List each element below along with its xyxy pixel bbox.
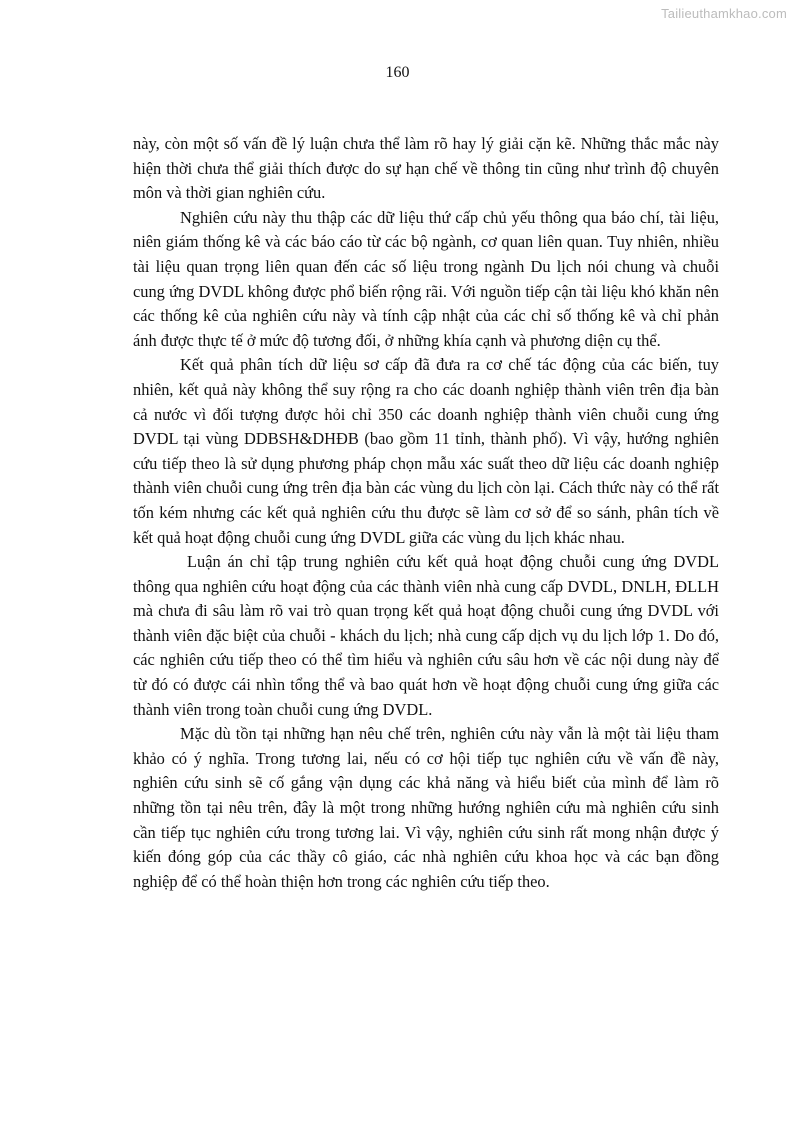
paragraph-secondary-data: Nghiên cứu này thu thập các dữ liệu thứ cấp chủ yếu thông qua báo chí, tài liệu, niên giám thống kê và các báo cáo từ các bộ ngành, cơ quan liên quan. Tuy nhiên, nhiều tài liệu quan trọng liên quan đến các số liệu trong ngành Du lịch nói chung và chuỗi cung ứng DVDL không được phổ biến rộng rãi. Với nguồn tiếp cận tài liệu khó khăn nên các thống kê của nghiên cứu này và tính cập nhật của các chỉ số thống kê và chỉ phản ánh được thực tế ở mức độ tương đối, ở những khía cạnh và phương diện cụ thể. xyxy=(133,207,719,350)
page-number: 160 xyxy=(385,64,410,81)
paragraph-primary-data: Kết quả phân tích dữ liệu sơ cấp đã đưa ra cơ chế tác động của các biến, tuy nhiên, kết quả này không thể suy rộng ra cho các doanh nghiệp thành viên trên địa bàn cả nước vì đối tượng được hỏi chỉ 350 các doanh nghiệp thành viên chuỗi cung ứng DVDL tại vùng DDBSH&DHĐB (bao gồm 11 tỉnh, thành phố). Vì vậy, hướng nghiên cứu tiếp theo là sử dụng phương pháp chọn mẫu xác suất theo dữ liệu các doanh nghiệp thành viên chuỗi cung ứng trên địa bàn các vùng du lịch còn lại. Cách thức này có thể rất tốn kém nhưng các kết quả nghiên cứu thu được sẽ làm cơ sở để so sánh, phân tích về kết quả hoạt động chuỗi cung ứng DVDL giữa các vùng du lịch khác nhau. xyxy=(133,355,719,547)
paragraph-conclusion: Mặc dù tồn tại những hạn nêu chế trên, nghiên cứu này vẫn là một tài liệu tham khảo có ý nghĩa. Trong tương lai, nếu có cơ hội tiếp tục nghiên cứu về vấn đề này, nghiên cứu sinh sẽ cố gắng vận dụng các khả năng và hiểu biết của mình để làm rõ những tồn tại nêu trên, đây là một trong những hướng nghiên cứu mà nghiên cứu sinh cần tiếp tục nghiên cứu trong tương lai. Vì vậy, nghiên cứu sinh rất mong nhận được ý kiến đóng góp của các thầy cô giáo, các nhà nghiên cứu khoa học và các bạn đồng nghiệp để có thể hoàn thiện hơn trong các nghiên cứu tiếp theo. xyxy=(133,724,719,891)
watermark-text: Tailieuthamkhao.com xyxy=(661,6,787,21)
paragraph-continuation: này, còn một số vấn đề lý luận chưa thể làm rõ hay lý giải cặn kẽ. Những thắc mắc này hiện thời chưa thể giải thích được do sự hạn chế về thông tin cũng như trình độ chuyên môn và thời gian nghiên cứu. xyxy=(133,134,719,203)
paragraph-thesis-scope: Luận án chỉ tập trung nghiên cứu kết quả hoạt động chuỗi cung ứng DVDL thông qua nghiên cứu hoạt động của các thành viên nhà cung cấp DVDL, DNLH, ĐLLH mà chưa đi sâu làm rõ vai trò quan trọng kết quả hoạt động chuỗi cung ứng DVDL với thành viên đặc biệt của chuỗi - khách du lịch; nhà cung cấp dịch vụ du lịch lớp 1. Do đó, các nghiên cứu tiếp theo có thể tìm hiểu và nghiên cứu sâu hơn về các nội dung này để từ đó có được cái nhìn tổng thể và bao quát hơn về hoạt động chuỗi cung ứng giữa các thành viên trong toàn chuỗi cung ứng DVDL. xyxy=(133,552,719,719)
document-body xyxy=(133,132,719,894)
